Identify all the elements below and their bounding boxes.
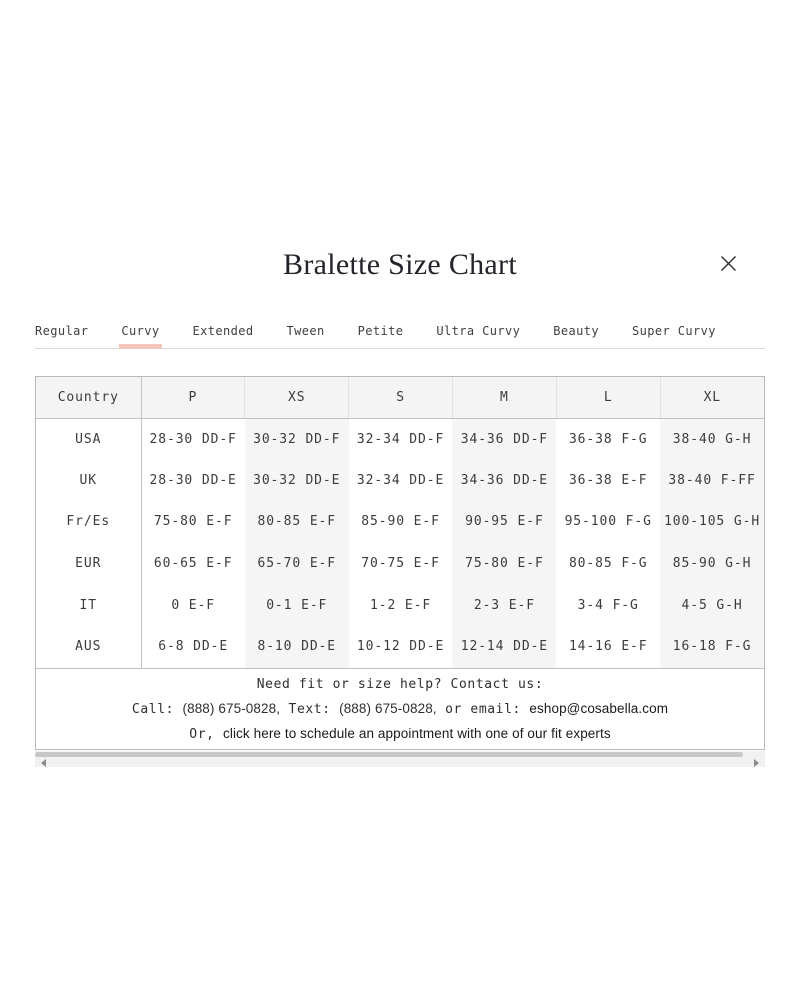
size-cell: 8-10 DD-E <box>245 626 349 668</box>
column-header-s: S <box>349 377 453 418</box>
or-label: Or, <box>189 726 215 742</box>
table-header-row <box>36 377 764 418</box>
size-cell: 80-85 E-F <box>245 501 349 543</box>
size-cell: 30-32 DD-F <box>245 418 349 460</box>
size-cell: 65-70 E-F <box>245 543 349 585</box>
horizontal-scrollbar[interactable] <box>35 751 765 767</box>
tab-curvy[interactable]: Curvy <box>121 324 160 338</box>
call-label: Call: <box>131 701 175 717</box>
country-cell: USA <box>36 418 141 460</box>
table-row <box>36 460 764 502</box>
column-header-xl: XL <box>660 377 764 418</box>
size-cell: 75-80 E-F <box>141 501 245 543</box>
appointment-line <box>36 722 764 747</box>
size-chart-modal <box>35 0 765 767</box>
size-category-tabs <box>35 324 765 349</box>
table-row <box>36 501 764 543</box>
size-cell: 95-100 F-G <box>556 501 660 543</box>
size-chart-table <box>36 377 764 668</box>
modal-title: Bralette Size Chart <box>283 248 517 281</box>
tab-regular[interactable]: Regular <box>35 324 89 338</box>
size-cell: 10-12 DD-E <box>349 626 453 668</box>
phone-number: (888) 675-0828, <box>182 700 281 716</box>
column-header-l: L <box>556 377 660 418</box>
column-header-m: M <box>452 377 556 418</box>
size-cell: 85-90 G-H <box>660 543 764 585</box>
size-cell: 38-40 F-FF <box>660 460 764 502</box>
table-row <box>36 584 764 626</box>
tab-extended[interactable]: Extended <box>192 324 254 338</box>
size-cell: 80-85 F-G <box>556 543 660 585</box>
size-chart-table-container <box>35 376 765 750</box>
fit-help-heading: Need fit or size help? Contact us: <box>256 676 544 692</box>
scroll-right-icon[interactable] <box>754 759 759 767</box>
size-cell: 100-105 G-H <box>660 501 764 543</box>
size-cell: 28-30 DD-E <box>141 460 245 502</box>
country-cell: AUS <box>36 626 141 668</box>
scrollbar-thumb[interactable] <box>35 752 743 757</box>
tab-petite[interactable]: Petite <box>357 324 404 338</box>
table-row <box>36 626 764 668</box>
size-cell: 0-1 E-F <box>245 584 349 626</box>
text-label: Text: <box>288 701 331 717</box>
country-cell: IT <box>36 584 141 626</box>
size-cell: 75-80 E-F <box>452 543 556 585</box>
size-cell: 14-16 E-F <box>556 626 660 668</box>
fit-help-footer <box>36 668 764 749</box>
size-cell: 0 E-F <box>141 584 245 626</box>
size-cell: 30-32 DD-E <box>245 460 349 502</box>
appointment-link[interactable]: click here to schedule an appointment with one of our fit experts <box>223 725 611 741</box>
size-cell: 34-36 DD-F <box>452 418 556 460</box>
size-cell: 70-75 E-F <box>349 543 453 585</box>
size-cell: 85-90 E-F <box>349 501 453 543</box>
tab-super-curvy[interactable]: Super Curvy <box>632 324 716 338</box>
email-address[interactable]: eshop@cosabella.com <box>529 700 669 716</box>
country-cell: Fr/Es <box>36 501 141 543</box>
tab-ultra-curvy[interactable]: Ultra Curvy <box>436 324 521 338</box>
size-cell: 90-95 E-F <box>452 501 556 543</box>
size-cell: 60-65 E-F <box>141 543 245 585</box>
table-row <box>36 418 764 460</box>
size-cell: 38-40 G-H <box>660 418 764 460</box>
size-cell: 32-34 DD-E <box>349 460 453 502</box>
size-cell: 36-38 F-G <box>556 418 660 460</box>
email-label: or email: <box>445 701 521 717</box>
table-row <box>36 543 764 585</box>
column-header-p: P <box>141 377 245 418</box>
column-header-xs: XS <box>245 377 349 418</box>
size-cell: 2-3 E-F <box>452 584 556 626</box>
tab-tween[interactable]: Tween <box>286 324 325 338</box>
phone-number: (888) 675-0828, <box>339 700 437 716</box>
contact-line <box>36 697 764 722</box>
close-button[interactable] <box>717 254 739 276</box>
size-cell: 6-8 DD-E <box>141 626 245 668</box>
size-cell: 1-2 E-F <box>349 584 453 626</box>
size-cell: 34-36 DD-E <box>452 460 556 502</box>
close-icon <box>720 255 737 275</box>
scroll-left-icon[interactable] <box>41 759 46 767</box>
size-cell: 32-34 DD-F <box>349 418 453 460</box>
modal-header <box>35 248 765 284</box>
country-cell: UK <box>36 460 141 502</box>
size-cell: 28-30 DD-F <box>141 418 245 460</box>
column-header-country: Country <box>36 377 141 418</box>
size-cell: 12-14 DD-E <box>452 626 556 668</box>
country-cell: EUR <box>36 543 141 585</box>
size-cell: 16-18 F-G <box>660 626 764 668</box>
tab-beauty[interactable]: Beauty <box>553 324 599 338</box>
size-cell: 36-38 E-F <box>556 460 660 502</box>
size-cell: 4-5 G-H <box>660 584 764 626</box>
size-cell: 3-4 F-G <box>556 584 660 626</box>
